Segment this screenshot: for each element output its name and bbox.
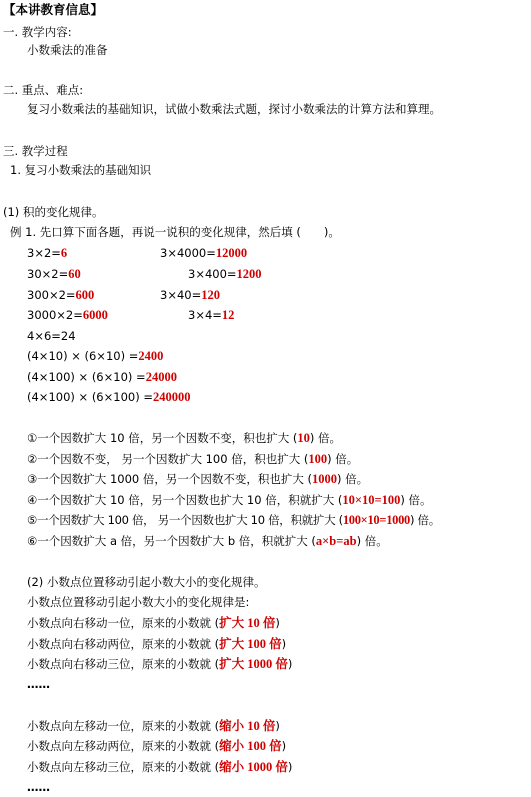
answer: 12000 bbox=[215, 246, 248, 260]
calc-row-6 bbox=[27, 348, 163, 364]
answer: 扩大 10 倍 bbox=[219, 616, 276, 630]
answer: 扩大 100 倍 bbox=[219, 637, 282, 651]
section-1-body: 小数乘法的准备 bbox=[27, 43, 108, 57]
calc-row-2-left bbox=[27, 266, 81, 282]
lesson-header: 【本讲教育信息】 bbox=[3, 2, 104, 17]
answer: 10×10=100 bbox=[342, 493, 401, 507]
text-segment: (4×100) × (6×10) = bbox=[27, 370, 146, 384]
text-segment: 3×4= bbox=[188, 308, 222, 322]
move-right-3 bbox=[27, 656, 292, 672]
text-segment: 3×400= bbox=[188, 267, 237, 281]
answer: 100 bbox=[308, 452, 328, 466]
calc-row-1-left bbox=[27, 245, 67, 261]
ellipsis-2: …… bbox=[27, 780, 50, 794]
text-segment: 小数点向右移动两位，原来的小数就 ( bbox=[27, 637, 220, 651]
text-segment: ②一个因数不变， 另一个因数扩大 100 倍，积也扩大 ( bbox=[27, 452, 309, 466]
text-segment: ) 倍。 bbox=[410, 513, 440, 527]
text-segment: ) 倍。 bbox=[337, 472, 369, 486]
calc-row-4-right bbox=[188, 307, 234, 323]
rule-4 bbox=[27, 492, 432, 508]
text-segment: 小数点向右移动三位，原来的小数就 ( bbox=[27, 657, 220, 671]
part-2-subheading: 小数点位置移动引起小数大小的变化规律是: bbox=[27, 595, 250, 609]
text-segment: 3×4000= bbox=[160, 246, 216, 260]
calc-row-5: 4×6=24 bbox=[27, 329, 76, 343]
rule-3 bbox=[27, 471, 368, 487]
text-segment: 3×40= bbox=[160, 288, 202, 302]
calc-row-7 bbox=[27, 369, 177, 385]
text-segment: ) 倍。 bbox=[356, 534, 388, 548]
answer: 2400 bbox=[138, 349, 164, 363]
text-segment: ③一个因数扩大 1000 倍，另一个因数不变，积也扩大 ( bbox=[27, 472, 313, 486]
text-segment: ) bbox=[281, 637, 287, 651]
move-right-2 bbox=[27, 636, 286, 652]
text-segment: ) 倍。 bbox=[309, 431, 342, 445]
section-3-heading: 三. 教学过程 bbox=[3, 144, 68, 158]
text-segment: ) 倍。 bbox=[327, 452, 359, 466]
calc-row-4-left bbox=[27, 307, 108, 323]
answer: 60 bbox=[68, 267, 81, 281]
section-2-body: 复习小数乘法的基础知识，试做小数乘法式题，探讨小数乘法的计算方法和算理。 bbox=[27, 102, 441, 116]
text-segment: 300×2= bbox=[27, 288, 76, 302]
text-segment: ⑤一个因数扩大 100 倍， 另一个因数也扩大 10 倍，积就扩大 ( bbox=[27, 513, 343, 527]
answer: a×b=ab bbox=[315, 534, 357, 548]
answer: 1200 bbox=[236, 267, 262, 281]
part-2-heading: (2) 小数点位置移动引起小数大小的变化规律。 bbox=[27, 575, 266, 589]
text-segment: ) bbox=[287, 657, 293, 671]
calc-row-1-right bbox=[160, 245, 247, 261]
text-segment: 小数点向左移动一位，原来的小数就 ( bbox=[27, 719, 220, 733]
answer: 240000 bbox=[153, 390, 191, 404]
text-segment: 小数点向左移动两位，原来的小数就 ( bbox=[27, 739, 220, 753]
text-segment: ) bbox=[275, 719, 280, 733]
text-segment: ) bbox=[281, 739, 287, 753]
text-segment: ⑥一个因数扩大 a 倍，另一个因数扩大 b 倍，积就扩大 ( bbox=[27, 534, 316, 548]
text-segment: ) bbox=[287, 760, 293, 774]
text-segment: 3000×2= bbox=[27, 308, 83, 322]
move-left-2 bbox=[27, 738, 286, 754]
rule-1 bbox=[27, 430, 341, 446]
section-3-subheading: 1. 复习小数乘法的基础知识 bbox=[10, 163, 152, 177]
answer: 600 bbox=[75, 288, 95, 302]
part-1-heading: (1) 积的变化规律。 bbox=[3, 205, 104, 219]
section-1-heading: 一. 教学内容: bbox=[3, 25, 72, 39]
answer: 6 bbox=[60, 246, 68, 260]
text-segment: (4×100) × (6×100) = bbox=[27, 390, 153, 404]
calc-row-3-right bbox=[160, 287, 220, 303]
text-segment: 30×2= bbox=[27, 267, 69, 281]
rule-5 bbox=[27, 512, 440, 528]
answer: 6000 bbox=[82, 308, 108, 322]
calc-row-2-right bbox=[188, 266, 262, 282]
rule-2 bbox=[27, 451, 358, 467]
answer: 1000 bbox=[312, 472, 338, 486]
answer: 缩小 100 倍 bbox=[219, 739, 282, 753]
answer: 12 bbox=[221, 308, 235, 322]
example-1-label: 例 1. 先口算下面各题，再说一说积的变化规律，然后填 ( )。 bbox=[10, 225, 340, 239]
move-right-1 bbox=[27, 615, 280, 631]
answer: 10 bbox=[297, 431, 310, 445]
text-segment: ④一个因数扩大 10 倍，另一个因数也扩大 10 倍，积就扩大 ( bbox=[27, 493, 343, 507]
answer: 扩大 1000 倍 bbox=[219, 657, 288, 671]
text-segment: 3×2= bbox=[27, 246, 61, 260]
text-segment: 小数点向右移动一位，原来的小数就 ( bbox=[27, 616, 220, 630]
text-segment: ) 倍。 bbox=[400, 493, 432, 507]
move-left-1 bbox=[27, 718, 280, 734]
calc-row-3-left bbox=[27, 287, 94, 303]
calc-row-8 bbox=[27, 389, 191, 405]
ellipsis-1: …… bbox=[27, 677, 50, 691]
answer: 24000 bbox=[145, 370, 177, 384]
answer: 缩小 1000 倍 bbox=[219, 760, 288, 774]
answer: 100×10=1000 bbox=[342, 513, 411, 527]
text-segment: ) bbox=[275, 616, 280, 630]
move-left-3 bbox=[27, 759, 292, 775]
text-segment: 小数点向左移动三位，原来的小数就 ( bbox=[27, 760, 220, 774]
section-2-heading: 二. 重点、难点: bbox=[3, 83, 84, 97]
answer: 120 bbox=[201, 288, 220, 302]
text-segment: ①一个因数扩大 10 倍，另一个因数不变，积也扩大 ( bbox=[27, 431, 298, 445]
text-segment: (4×10) × (6×10) = bbox=[27, 349, 139, 363]
rule-6 bbox=[27, 533, 388, 549]
answer: 缩小 10 倍 bbox=[219, 719, 276, 733]
